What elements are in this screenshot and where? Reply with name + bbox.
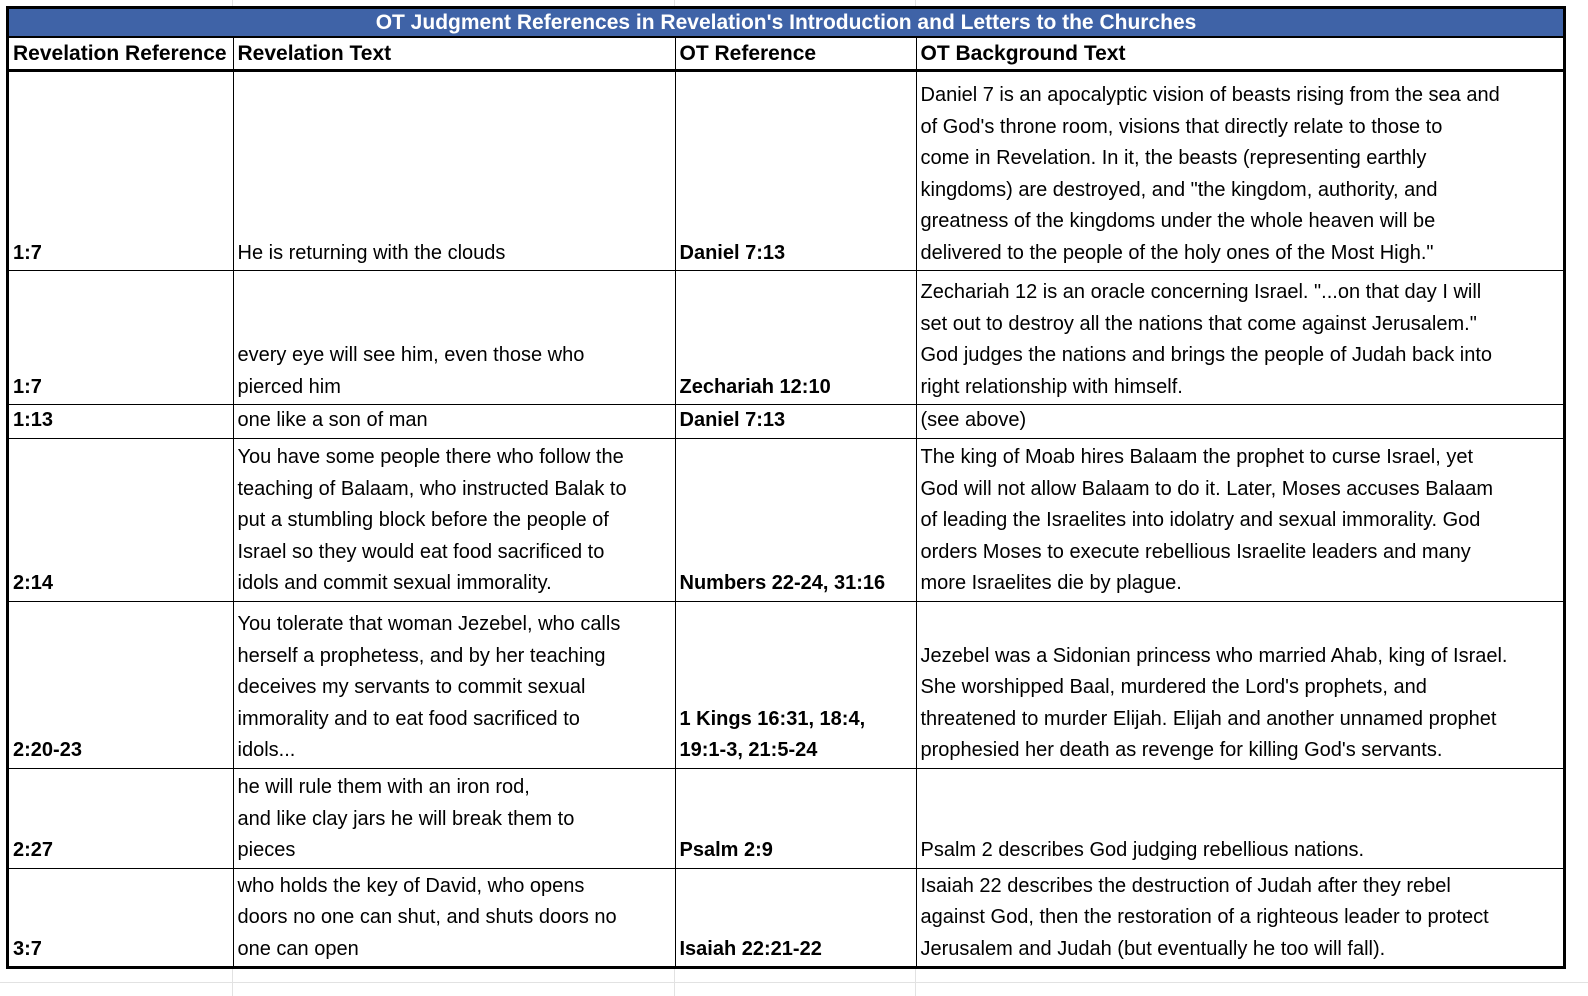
cell-ot-reference[interactable]: Isaiah 22:21-22 (675, 868, 916, 966)
table-row (9, 768, 1563, 868)
cell-revelation-text[interactable]: he will rule them with an iron rod, and like clay jars he will break them to pieces (233, 768, 675, 868)
cell-ot-reference[interactable]: Psalm 2:9 (675, 768, 916, 868)
cell-revelation-text[interactable]: one like a son of man (233, 405, 675, 439)
header-revelation-text[interactable]: Revelation Text (233, 38, 675, 71)
table-row (9, 438, 1563, 601)
cell-ot-reference[interactable]: Daniel 7:13 (675, 405, 916, 439)
cell-revelation-reference[interactable]: 1:7 (9, 271, 233, 405)
cell-ot-reference[interactable]: Daniel 7:13 (675, 71, 916, 271)
cell-ot-background-text[interactable]: The king of Moab hires Balaam the prophet to curse Israel, yet God will not allow Balaam to do it. Later, Moses accuses Balaam of leading the Israelites into idolatry and sexual immorality. God orders Moses to execute rebellious Israelite leaders and many more Israelites die by plague. (916, 438, 1563, 601)
cell-revelation-text[interactable]: every eye will see him, even those who pierced him (233, 271, 675, 405)
cell-ot-background-text[interactable]: Psalm 2 describes God judging rebellious nations. (916, 768, 1563, 868)
cell-ot-reference[interactable]: 1 Kings 16:31, 18:4, 19:1-3, 21:5-24 (675, 601, 916, 768)
cell-revelation-reference[interactable]: 3:7 (9, 868, 233, 966)
cell-revelation-reference[interactable]: 2:27 (9, 768, 233, 868)
cell-revelation-text[interactable]: You have some people there who follow the teaching of Balaam, who instructed Balak to put a stumbling block before the people of Israel so they would eat food sacrificed to idols and commit sexual immorality. (233, 438, 675, 601)
cell-ot-background-text[interactable]: Daniel 7 is an apocalyptic vision of beasts rising from the sea and of God's throne room, visions that directly relate to those to come in Revelation. In it, the beasts (representing earthly kingdoms) are destroyed, and "the kingdom, authority, and greatness of the kingdoms under the whole heaven will be delivered to the people of the holy ones of the Most High." (916, 71, 1563, 271)
table-row (9, 271, 1563, 405)
grid-line (0, 982, 1588, 983)
cell-revelation-reference[interactable]: 2:14 (9, 438, 233, 601)
cell-ot-reference[interactable]: Numbers 22-24, 31:16 (675, 438, 916, 601)
table-title[interactable]: OT Judgment References in Revelation's Introduction and Letters to the Churches (9, 9, 1563, 38)
cell-revelation-text[interactable]: He is returning with the clouds (233, 71, 675, 271)
header-ot-background-text[interactable]: OT Background Text (916, 38, 1563, 71)
cell-ot-background-text[interactable]: (see above) (916, 405, 1563, 439)
table-row (9, 71, 1563, 271)
header-ot-reference[interactable]: OT Reference (675, 38, 916, 71)
spreadsheet-table-region (6, 6, 1566, 969)
cell-ot-background-text[interactable]: Zechariah 12 is an oracle concerning Israel. "...on that day I will set out to destroy all the nations that come against Jerusalem." God judges the nations and brings the people of Judah back into right relationship with himself. (916, 271, 1563, 405)
cell-revelation-reference[interactable]: 1:7 (9, 71, 233, 271)
cell-revelation-text[interactable]: who holds the key of David, who opens doors no one can shut, and shuts doors no one can open (233, 868, 675, 966)
cell-ot-background-text[interactable]: Jezebel was a Sidonian princess who married Ahab, king of Israel. She worshipped Baal, murdered the Lord's prophets, and threatened to murder Elijah. Elijah and another unnamed prophet prophesied her death as revenge for killing God's servants. (916, 601, 1563, 768)
header-revelation-reference[interactable]: Revelation Reference (9, 38, 233, 71)
table-row (9, 601, 1563, 768)
cell-revelation-text[interactable]: You tolerate that woman Jezebel, who calls herself a prophetess, and by her teaching deceives my servants to commit sexual immorality and to eat food sacrificed to idols... (233, 601, 675, 768)
reference-table (9, 38, 1563, 966)
cell-ot-background-text[interactable]: Isaiah 22 describes the destruction of Judah after they rebel against God, then the restoration of a righteous leader to protect Jerusalem and Judah (but eventually he too will fall). (920, 874, 1489, 960)
table-row (9, 405, 1563, 439)
cell-revelation-reference[interactable]: 1:13 (9, 405, 233, 439)
cell-ot-reference[interactable]: Zechariah 12:10 (675, 271, 916, 405)
header-row (9, 38, 1563, 71)
cell-revelation-reference[interactable]: 2:20-23 (9, 601, 233, 768)
table-row (9, 868, 1563, 966)
